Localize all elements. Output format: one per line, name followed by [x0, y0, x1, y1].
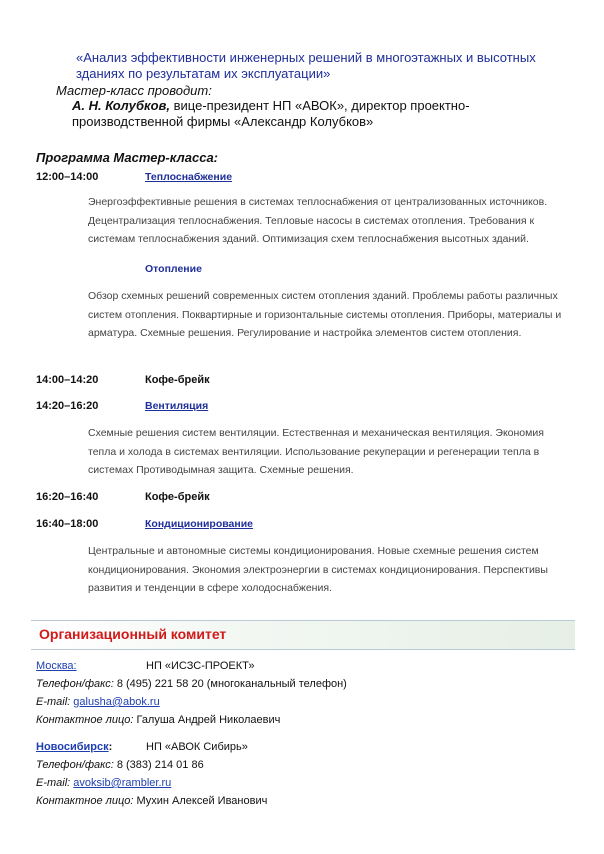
session-desc-ventilation: Схемные решения систем вентиляции. Естественная и механическая вентиляция. Экономия тепла и холода в системах вентиляции. Использование рекуперации и регенерации тепла в системах Противодымная защита. Схемные решения.: [88, 427, 544, 476]
session-topic-ventilation: Вентиляция: [145, 400, 209, 412]
moscow-phone-label: Телефон/факс:: [36, 678, 114, 690]
session-topic-conditioning: Кондиционирование: [145, 518, 254, 530]
seminar-title: «Анализ эффективности инженерных решений в многоэтажных и высотных зданиях по результатам их эксплуатации»: [76, 50, 536, 81]
committee-title: Организационный комитет: [39, 626, 227, 642]
moscow-email-link[interactable]: galusha@abok.ru: [73, 696, 160, 708]
novosibirsk-phone-row: [36, 756, 536, 774]
contact-novosibirsk: [36, 738, 536, 810]
contact-moscow: [36, 657, 536, 729]
moscow-city-link[interactable]: Москва:: [36, 660, 77, 672]
novosibirsk-email-row: [36, 774, 536, 792]
session-topic-heating: Отопление: [145, 263, 202, 275]
novosibirsk-colon: :: [108, 741, 113, 753]
moscow-email-row: [36, 693, 536, 711]
program-heading: Программа Мастер-класса:: [36, 150, 218, 165]
moscow-contact-label: Контактное лицо:: [36, 714, 134, 726]
novosibirsk-org: НП «АВОК Сибирь»: [146, 741, 248, 753]
break-time-2: 16:20–16:40: [36, 491, 99, 503]
novosibirsk-email-link[interactable]: avoksib@rambler.ru: [73, 777, 172, 789]
novosibirsk-contact-row: [36, 792, 536, 810]
novosibirsk-contact-person: Мухин Алексей Иванович: [133, 795, 268, 807]
moscow-org: НП «ИСЗС-ПРОЕКТ»: [146, 660, 255, 672]
session-time-conditioning: 16:40–18:00: [36, 518, 99, 530]
presenter: [72, 98, 502, 130]
session-desc-conditioning: Центральные и автономные системы кондиционирования. Новые схемные решения систем кондиционирования. Экономия электроэнергии в системах кондиционирования. Перспективы развития и тенденции в сфере холодоснабжения.: [88, 545, 548, 594]
session-desc-heating: Обзор схемных решений современных систем отопления зданий. Проблемы работы различных систем отопления. Поквартирные и горизонтальные системы отопления. Приборы, материалы и арматура. Схемные решения. Регулирование и настройка элементов систем отопления.: [88, 290, 562, 339]
novosibirsk-phone-label: Телефон/факс:: [36, 759, 114, 771]
moscow-contact-person: Галуша Андрей Николаевич: [133, 714, 281, 726]
presenter-name: А. Н. Колубков,: [72, 98, 171, 113]
session-time-heat-supply: 12:00–14:00: [36, 171, 99, 183]
session-time-ventilation: 14:20–16:20: [36, 400, 99, 412]
moscow-contact-row: [36, 711, 536, 729]
novosibirsk-city-row: [36, 738, 536, 756]
moscow-city-row: [36, 657, 536, 675]
moscow-email-label: E-mail:: [36, 696, 71, 708]
committee-banner: [31, 620, 575, 650]
coffee-break-2: Кофе-брейк: [145, 491, 210, 503]
presenter-role: вице-президент НП «АВОК», директор проектно-производственной фирмы «Александр Колубков»: [72, 98, 470, 129]
moscow-phone: 8 (495) 221 58 20 (многоканальный телефон): [113, 678, 347, 690]
novosibirsk-email-label: E-mail:: [36, 777, 71, 789]
novosibirsk-city-link[interactable]: Новосибирск: [36, 741, 109, 753]
moscow-phone-row: [36, 675, 536, 693]
novosibirsk-phone: 8 (383) 214 01 86: [113, 759, 204, 771]
coffee-break-1: Кофе-брейк: [145, 374, 210, 386]
break-time-1: 14:00–14:20: [36, 374, 99, 386]
session-topic-heat-supply: Теплоснабжение: [145, 171, 233, 183]
novosibirsk-contact-label: Контактное лицо:: [36, 795, 134, 807]
masterclass-lead: Мастер-класс проводит:: [56, 83, 212, 98]
session-desc-heat-supply: Энергоэффективные решения в системах теплоснабжения от централизованных источников. Децентрализация теплоснабжения. Тепловые насосы в системах отопления. Требования к системам теплоснабжения зданий. Оптимизация схем теплоснабжения высотных зданий.: [88, 196, 548, 245]
